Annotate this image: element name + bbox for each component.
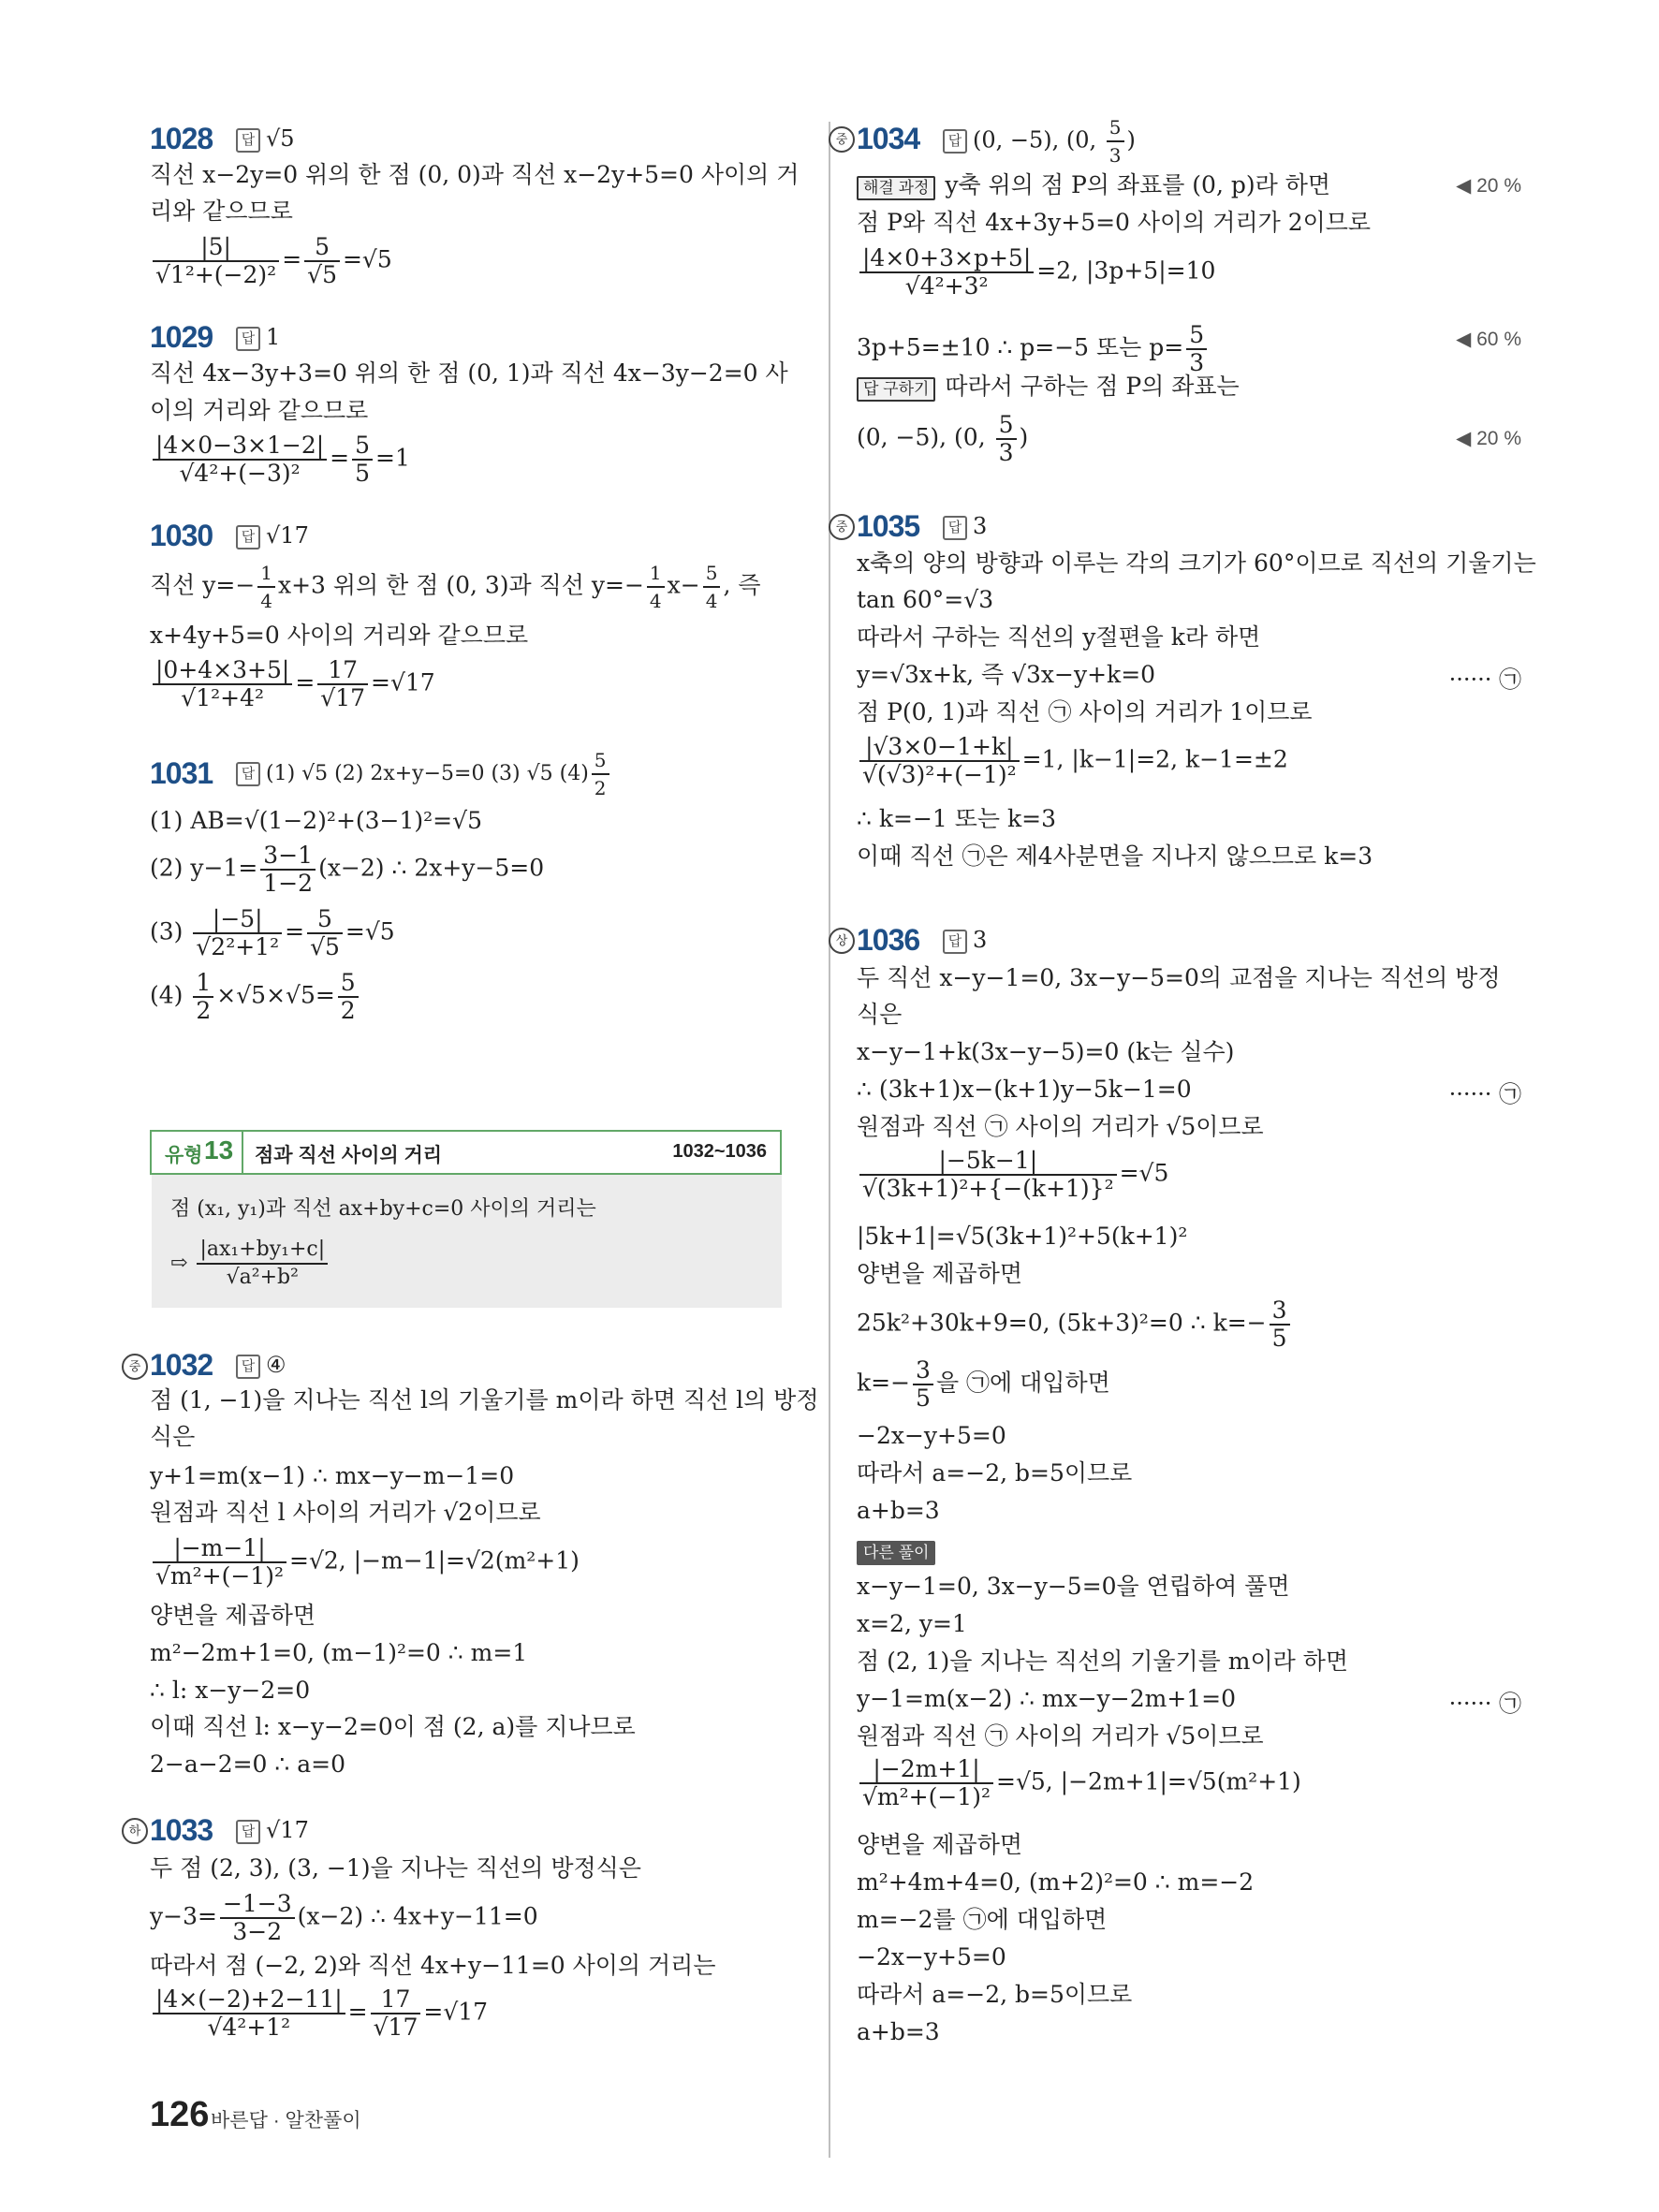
answer-icon: 답	[236, 327, 260, 351]
level-badge: 상	[829, 928, 855, 954]
text-line: y+1=m(x−1) ∴ mx−y−m−1=0	[150, 1462, 515, 1489]
text-line: y=√3x+k, 즉 √3x−y+k=0	[857, 661, 1156, 688]
text-line: 식은	[857, 1001, 903, 1028]
text-line: 해결 과정 y축 위의 점 P의 좌표를 (0, p)라 하면	[857, 171, 1330, 200]
page-label: 바른답 · 알찬풀이	[211, 2110, 361, 2131]
text-line: y−1=m(x−2) ∴ mx−y−2m+1=0	[857, 1685, 1237, 1712]
problem-number: 1031	[150, 756, 213, 790]
equation-marker: ······ ㉠	[1448, 1691, 1521, 1717]
level-badge: 하	[122, 1818, 148, 1844]
answer: 답 1	[236, 324, 280, 351]
text-line: 따라서 구하는 직선의 y절편을 k라 하면	[857, 623, 1261, 651]
answer: 답 (0, −5), (0, $\frac{5}{3}$ )	[943, 114, 1136, 168]
text-line: 원점과 직선 l 사이의 거리가 √2이므로	[150, 1499, 541, 1526]
text-line: 따라서 점 (−2, 2)와 직선 4x+y−11=0 사이의 거리는	[150, 1952, 716, 1979]
column-divider	[829, 122, 830, 2158]
score-percent: ◀ 20 %	[1456, 428, 1521, 449]
type-range: 1032~1036	[672, 1141, 767, 1162]
formula: $\frac{|4\times 0+3\times p+5|}{\text{√4²+3²}}$ =2, |3p+5|=10	[857, 245, 1215, 300]
text-line: x−y−1+k(3x−y−5)=0 (k는 실수)	[857, 1038, 1235, 1065]
problem-number: 1028	[150, 122, 213, 155]
text-line: 양변을 제곱하면	[857, 1831, 1022, 1858]
text-line: x=2, y=1	[857, 1610, 967, 1637]
solution-line: (1) AB=√(1−2)²+(3−1)²=√5	[150, 807, 482, 834]
page-number: 126	[150, 2095, 210, 2134]
equation-marker: ······ ㉠	[1448, 1081, 1521, 1107]
text-line: 점 (2, 1)을 지나는 직선의 기울기를 m이라 하면	[857, 1648, 1348, 1675]
answer: 답 √17	[236, 1817, 309, 1844]
level-badge: 중	[829, 514, 855, 540]
text-line: |5k+1|=√5(3k+1)²+5(k+1)²	[857, 1223, 1188, 1250]
formula: $\frac{|-2m+1|}{\text{√m²+(−1)²}}$ =√5, |−2m+1|=√5(m²+1)	[857, 1756, 1301, 1810]
formula: $\frac{|4\times(-2)+2-11|}{\text{√4²+1²}}$ = $\frac{17}{√17}$ =√17	[150, 1986, 488, 2041]
answer-icon: 답	[236, 1820, 260, 1844]
text-line: 리와 같으므로	[150, 198, 293, 225]
answer-icon: 답	[943, 930, 967, 954]
level-badge: 중	[122, 1354, 148, 1380]
score-percent: ◀ 60 %	[1456, 329, 1521, 350]
answer-icon: 답	[943, 129, 967, 154]
problem-number: 1035	[857, 509, 920, 543]
formula: (0, −5), (0, $\frac{5}{3}$ )	[857, 411, 1029, 466]
text-line: 점 P와 직선 4x+3y+5=0 사이의 거리가 2이므로	[857, 209, 1372, 236]
answer: 답 3	[943, 927, 987, 954]
formula: $\frac{|5|}{\text{√1²+(−2)²}}$ = $\frac{5}{√5}$ =√5	[150, 234, 392, 288]
type-label: 유형	[165, 1145, 203, 1166]
answer: 답 3	[943, 513, 987, 540]
text-line: a+b=3	[857, 2018, 940, 2045]
text-line: m²+4m+4=0, (m+2)²=0 ∴ m=−2	[857, 1868, 1255, 1896]
answer: 답 ④	[236, 1352, 286, 1379]
text-line: ∴ l: x−y−2=0	[150, 1677, 311, 1704]
equation-marker: ······ ㉠	[1448, 667, 1521, 693]
text-line: 점 P(0, 1)과 직선 ㉠ 사이의 거리가 1이므로	[857, 698, 1313, 725]
problem-number: 1036	[857, 923, 920, 957]
text-line: −2x−y+5=0	[857, 1943, 1006, 1970]
level-badge: 중	[829, 126, 855, 153]
text-line: 양변을 제곱하면	[150, 1602, 316, 1629]
answer: 답 √5	[236, 125, 295, 153]
type-formula: ⇨ $\frac{\text{|ax₁+by₁+c|}}{\text{√a²+b²}}$	[170, 1237, 330, 1291]
type-box-header	[150, 1130, 782, 1175]
text-line: m=−2를 ㉠에 대입하면	[857, 1906, 1108, 1933]
type-box	[150, 1130, 782, 1308]
problem-number: 1033	[150, 1813, 213, 1847]
solution-line: (2) y−1= $\frac{3-1}{1-2}$ (x−2) ∴ 2x+y−5=0	[150, 842, 545, 897]
score-percent: ◀ 20 %	[1456, 175, 1521, 197]
problem-number: 1034	[857, 122, 920, 155]
text-line: a+b=3	[857, 1497, 940, 1524]
text-line: 식은	[150, 1423, 196, 1450]
text-line: tan 60°=√3	[857, 586, 994, 613]
step-tag: 답 구하기	[857, 377, 935, 402]
type-box-body	[152, 1175, 782, 1308]
type-description: 점 (x₁, y₁)과 직선 ax+by+c=0 사이의 거리는	[170, 1197, 596, 1221]
text-line: 따라서 a=−2, b=5이므로	[857, 1459, 1133, 1487]
answer-icon: 답	[236, 525, 260, 549]
solution-line: (4) $\frac{1}{2}$ ×√5×√5= $\frac{5}{2}$	[150, 970, 361, 1024]
solution-line: (3) $\frac{|-5|}{\text{√2²+1²}}$ = $\frac{5}{√5}$ =√5	[150, 905, 395, 960]
text-line: x+4y+5=0 사이의 거리와 같으므로	[150, 622, 529, 649]
text-line: 원점과 직선 ㉠ 사이의 거리가 √5이므로	[857, 1113, 1264, 1140]
formula: 3p+5=±10 ∴ p=−5 또는 p= $\frac{5}{3}$	[857, 322, 1210, 376]
text-line: 답 구하기 따라서 구하는 점 P의 좌표는	[857, 373, 1240, 402]
text-line: 직선 y=− $\frac{1}{4}$ x+3 위의 한 점 (0, 3)과 직선 y=− $\frac{1}{4}$ x− $\frac{5}{4}$ , 즉	[150, 562, 761, 612]
answer: 답 (1) √5 (2) 2x+y−5=0 (3) √5 (4) $\frac{5}{2}$	[236, 747, 612, 801]
formula: $\frac{|-m-1|}{\text{√m²+(−1)²}}$ =√2, |−m−1|=√2(m²+1)	[150, 1535, 580, 1589]
answer: 답 √17	[236, 522, 309, 549]
type-title: 점과 직선 사이의 거리	[255, 1145, 443, 1166]
header-divider	[242, 1132, 243, 1173]
type-number: 13	[204, 1135, 234, 1165]
text-line: 직선 4x−3y+3=0 위의 한 점 (0, 1)과 직선 4x−3y−2=0 사	[150, 359, 788, 387]
formula: $\frac{|-5k-1|}{\text{√(3k+1)²+\{−(k+1)\}²}}$ =√5	[857, 1148, 1168, 1202]
text-line: m²−2m+1=0, (m−1)²=0 ∴ m=1	[150, 1639, 528, 1666]
formula: y−3= $\frac{-1-3}{3-2}$ (x−2) ∴ 4x+y−11=0	[150, 1890, 538, 1945]
formula: 25k²+30k+9=0, (5k+3)²=0 ∴ k=− $\frac{3}{5}$	[857, 1297, 1293, 1352]
formula: $\frac{|4\times 0-3\times 1-2|}{\text{√4²+(−3)²}}$ = $\frac{5}{5}$ =1	[150, 432, 410, 487]
text-line: 따라서 a=−2, b=5이므로	[857, 1981, 1133, 2008]
text-line: x−y−1=0, 3x−y−5=0을 연립하여 풀면	[857, 1573, 1290, 1600]
answer-icon: 답	[236, 1355, 260, 1379]
formula: k=− $\frac{3}{5}$ 을 ㉠에 대입하면	[857, 1356, 1110, 1412]
problem-number: 1029	[150, 320, 213, 354]
text-line: 직선 x−2y=0 위의 한 점 (0, 0)과 직선 x−2y+5=0 사이의 거	[150, 161, 800, 188]
problem-number: 1030	[150, 519, 213, 552]
step-tag: 해결 과정	[857, 176, 935, 200]
text-line: ∴ (3k+1)x−(k+1)y−5k−1=0	[857, 1076, 1192, 1103]
text-line: x축의 양의 방향과 이루는 각의 크기가 60°이므로 직선의 기울기는	[857, 549, 1536, 577]
text-line: 점 (1, −1)을 지나는 직선 l의 기울기를 m이라 하면 직선 l의 방정	[150, 1386, 819, 1414]
problem-number: 1032	[150, 1348, 213, 1382]
text-line: 두 직선 x−y−1=0, 3x−y−5=0의 교점을 지나는 직선의 방정	[857, 964, 1501, 991]
formula: $\frac{|√3\times 0-1+k|}{\text{√(√3)²+(−1)²}}$ =1, |k−1|=2, k−1=±2	[857, 734, 1288, 788]
text-line: 이의 거리와 같으므로	[150, 397, 369, 424]
alt-solution-tag: 다른 풀이	[857, 1536, 945, 1565]
answer-icon: 답	[236, 762, 260, 786]
formula: $\frac{|0+4\times 3+5|}{\text{√1²+4²}}$ = $\frac{17}{√17}$ =√17	[150, 657, 435, 711]
text-line: 양변을 제곱하면	[857, 1260, 1022, 1287]
text-line: 두 점 (2, 3), (3, −1)을 지나는 직선의 방정식은	[150, 1854, 641, 1882]
text-line: 원점과 직선 ㉠ 사이의 거리가 √5이므로	[857, 1722, 1264, 1750]
text-line: −2x−y+5=0	[857, 1422, 1006, 1449]
text-line: 2−a−2=0 ∴ a=0	[150, 1751, 346, 1778]
text-line: 이때 직선 l: x−y−2=0이 점 (2, a)를 지나므로	[150, 1713, 636, 1740]
answer-icon: 답	[943, 516, 967, 540]
answer-icon: 답	[236, 128, 260, 153]
text-line: ∴ k=−1 또는 k=3	[857, 805, 1056, 832]
text-line: 이때 직선 ㉠은 제4사분면을 지나지 않으므로 k=3	[857, 842, 1373, 870]
